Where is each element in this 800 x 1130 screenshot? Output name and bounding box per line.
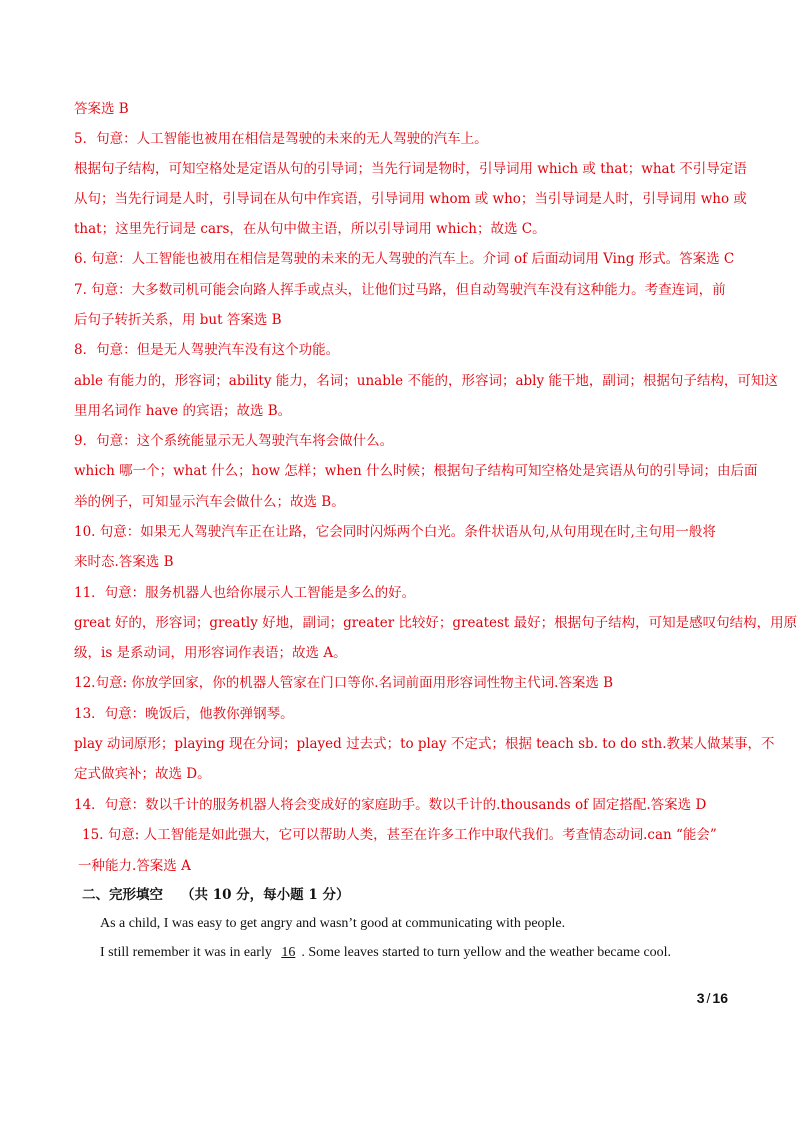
passage-line: As a child, I was easy to get angry and wasn’t good at communicating with people.: [100, 916, 566, 931]
explanation-line: 举的例子，可知显示汽车会做什么；故选 B。: [74, 494, 345, 510]
passage-text: I still remember it was in early: [100, 945, 276, 960]
explanation-line: 9．句意：这个系统能显示无人驾驶汽车将会做什么。: [74, 433, 394, 449]
explanation-line: 定式做宾补；故选 D。: [74, 766, 211, 782]
section-title: 二、完形填空: [82, 887, 163, 903]
explanation-line: 11．句意：服务机器人也给你展示人工智能是多么的好。: [74, 585, 416, 601]
explanation-line: 里用名词作 have 的宾语；故选 B。: [74, 403, 292, 419]
passage-text: . Some leaves started to turn yellow and the weather became cool.: [301, 945, 672, 960]
explanation-line: 从句；当先行词是人时，引导词在从句中作宾语，引导词用 whom 或 who；当引导词是人时，引导词用 who 或: [74, 191, 747, 207]
explanation-line: 10. 句意：如果无人驾驶汽车正在让路，它会同时闪烁两个白光。条件状语从句,从句用现在时,主句用一般将: [74, 524, 716, 540]
page-total: 16: [712, 990, 728, 1006]
explanation-line: which 哪一个；what 什么；how 怎样；when 什么时候；根据句子结构可知空格处是宾语从句的引导词；由后面: [74, 463, 758, 479]
answer-line: 答案选 B: [74, 101, 129, 117]
explanation-line: 级，is 是系动词，用形容词作表语；故选 A。: [74, 645, 347, 661]
cloze-blank: 16: [281, 945, 296, 960]
explanation-line: 15. 句意: 人工智能是如此强大，它可以帮助人类，甚至在许多工作中取代我们。考查情态动词.can “能会”: [82, 827, 717, 843]
explanation-line: 14．句意：数以千计的服务机器人将会变成好的家庭助手。数以千计的.thousands of 固定搭配.答案选 D: [74, 797, 707, 813]
explanation-line: 一种能力.答案选 A: [78, 858, 191, 874]
explanation-line: 根据句子结构，可知空格处是定语从句的引导词；当先行词是物时，引导词用 which 或 that；what 不引导定语: [74, 161, 747, 177]
explanation-line: able 有能力的，形容词；ability 能力，名词；unable 不能的，形容词；ably 能干地，副词；根据句子结构，可知这: [74, 373, 778, 389]
passage-line: [100, 944, 760, 962]
explanation-line: 来时态.答案选 B: [74, 554, 174, 570]
page-number: [697, 990, 728, 1006]
explanation-line: 后句子转折关系，用 but 答案选 B: [74, 312, 282, 328]
page-current: 3: [696, 990, 705, 1006]
page-separator: /: [706, 990, 711, 1006]
explanation-line: play 动词原形；playing 现在分词；played 过去式；to play 不定式；根据 teach sb. to do sth.教某人做某事，不: [74, 736, 775, 752]
explanation-line: 8．句意：但是无人驾驶汽车没有这个功能。: [74, 342, 340, 358]
explanation-line: 7. 句意：大多数司机可能会向路人挥手或点头，让他们过马路，但自动驾驶汽车没有这种能力。考查连词，前: [74, 282, 726, 298]
section-heading: [82, 886, 742, 904]
explanation-line: great 好的，形容词；greatly 好地，副词；greater 比较好；greatest 最好；根据句子结构，可知是感叹句结构，用原: [74, 615, 798, 631]
explanation-line: 12.句意: 你放学回家，你的机器人管家在门口等你.名词前面用形容词性物主代词.答案选 B: [74, 675, 614, 691]
explanation-line: 13．句意：晚饭后，他教你弹钢琴。: [74, 706, 294, 722]
section-note: （共 10 分，每小题 1 分）: [181, 887, 350, 903]
explanation-line: that；这里先行词是 cars，在从句中做主语，所以引导词用 which；故选 C。: [74, 221, 546, 237]
explanation-line: 5．句意：人工智能也被用在相信是驾驶的未来的无人驾驶的汽车上。: [74, 131, 488, 147]
explanation-line: 6. 句意：人工智能也被用在相信是驾驶的未来的无人驾驶的汽车上。介词 of 后面动词用 Ving 形式。答案选 C: [74, 251, 735, 267]
